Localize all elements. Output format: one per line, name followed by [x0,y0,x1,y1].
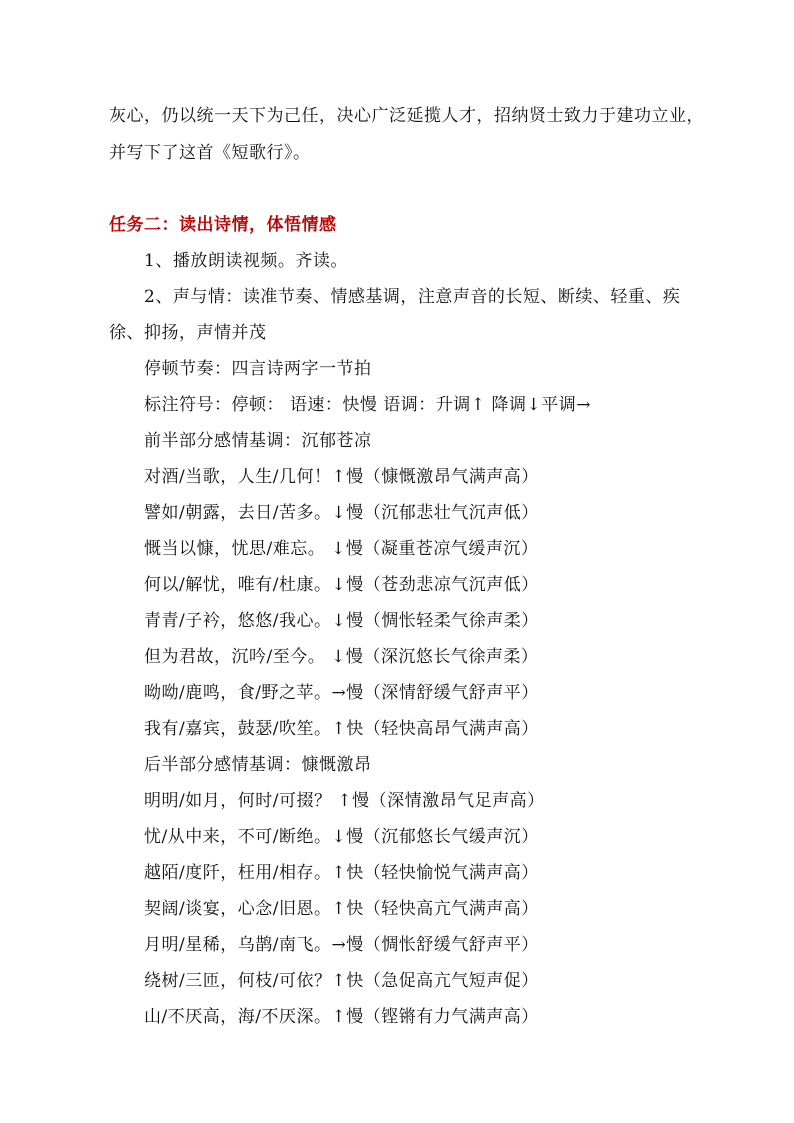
poem-line: 何以/解忧，唯有/杜康。↓慢（苍劲悲凉气沉声低） [144,575,539,595]
poem-line: 慨当以慷，忧思/难忘。 ↓慢（凝重苍凉气缓声沉） [144,539,539,559]
poem-line: 对酒/当歌，人生/几何！↑慢（慷慨激昂气满声高） [144,467,539,487]
first-half-tone: 前半部分感情基调：沉郁苍凉 [144,431,372,451]
step-2-line-1: 2、声与情：读准节奏、情感基调，注意声音的长短、断续、轻重、疾 [144,287,681,307]
intro-line-2: 并写下了这首《短歌行》。 [109,143,311,163]
intro-line-1: 灰心，仍以统一天下为己任，决心广泛延揽人才，招纳贤士致力于建功立业， [109,106,704,126]
poem-line: 明明/如月，何时/可掇？ ↑慢（深情激昂气足声高） [144,791,545,811]
poem-line: 青青/子衿，悠悠/我心。↓慢（惆怅轻柔气徐声柔） [144,611,539,631]
poem-line: 我有/嘉宾，鼓瑟/吹笙。↑快（轻快高昂气满声高） [144,719,539,739]
poem-line: 越陌/度阡，枉用/相存。↑快（轻快愉悦气满声高） [144,863,539,883]
poem-line: 呦呦/鹿鸣，食/野之苹。→慢（深情舒缓气舒声平） [144,683,539,703]
task2-heading: 任务二：读出诗情，体悟情感 [109,215,337,235]
poem-line: 绕树/三匝，何枝/可依？↑快（急促高亢气短声促） [144,971,539,991]
marks-legend: 标注符号：停顿： 语速：快慢 语调：升调↑ 降调↓平调→ [144,395,591,415]
poem-line: 忧/从中来，不可/断绝。↓慢（沉郁悠长气缓声沉） [144,827,539,847]
poem-line: 但为君故，沉吟/至今。 ↓慢（深沉悠长气徐声柔） [144,647,539,667]
poem-line: 契阔/谈宴，心念/旧恩。↑快（轻快高亢气满声高） [144,899,539,919]
poem-line: 山/不厌高，海/不厌深。↑慢（铿锵有力气满声高） [144,1007,539,1027]
step-2-line-2: 徐、抑扬，声情并茂 [109,323,267,343]
step-1: 1、播放朗读视频。齐读。 [144,251,348,271]
rhythm-note: 停顿节奏：四言诗两字一节拍 [144,359,372,379]
poem-line: 月明/星稀，乌鹊/南飞。→慢（惆怅舒缓气舒声平） [144,935,539,955]
second-half-tone: 后半部分感情基调：慷慨激昂 [144,755,372,775]
poem-line: 譬如/朝露，去日/苦多。↓慢（沉郁悲壮气沉声低） [144,503,539,523]
